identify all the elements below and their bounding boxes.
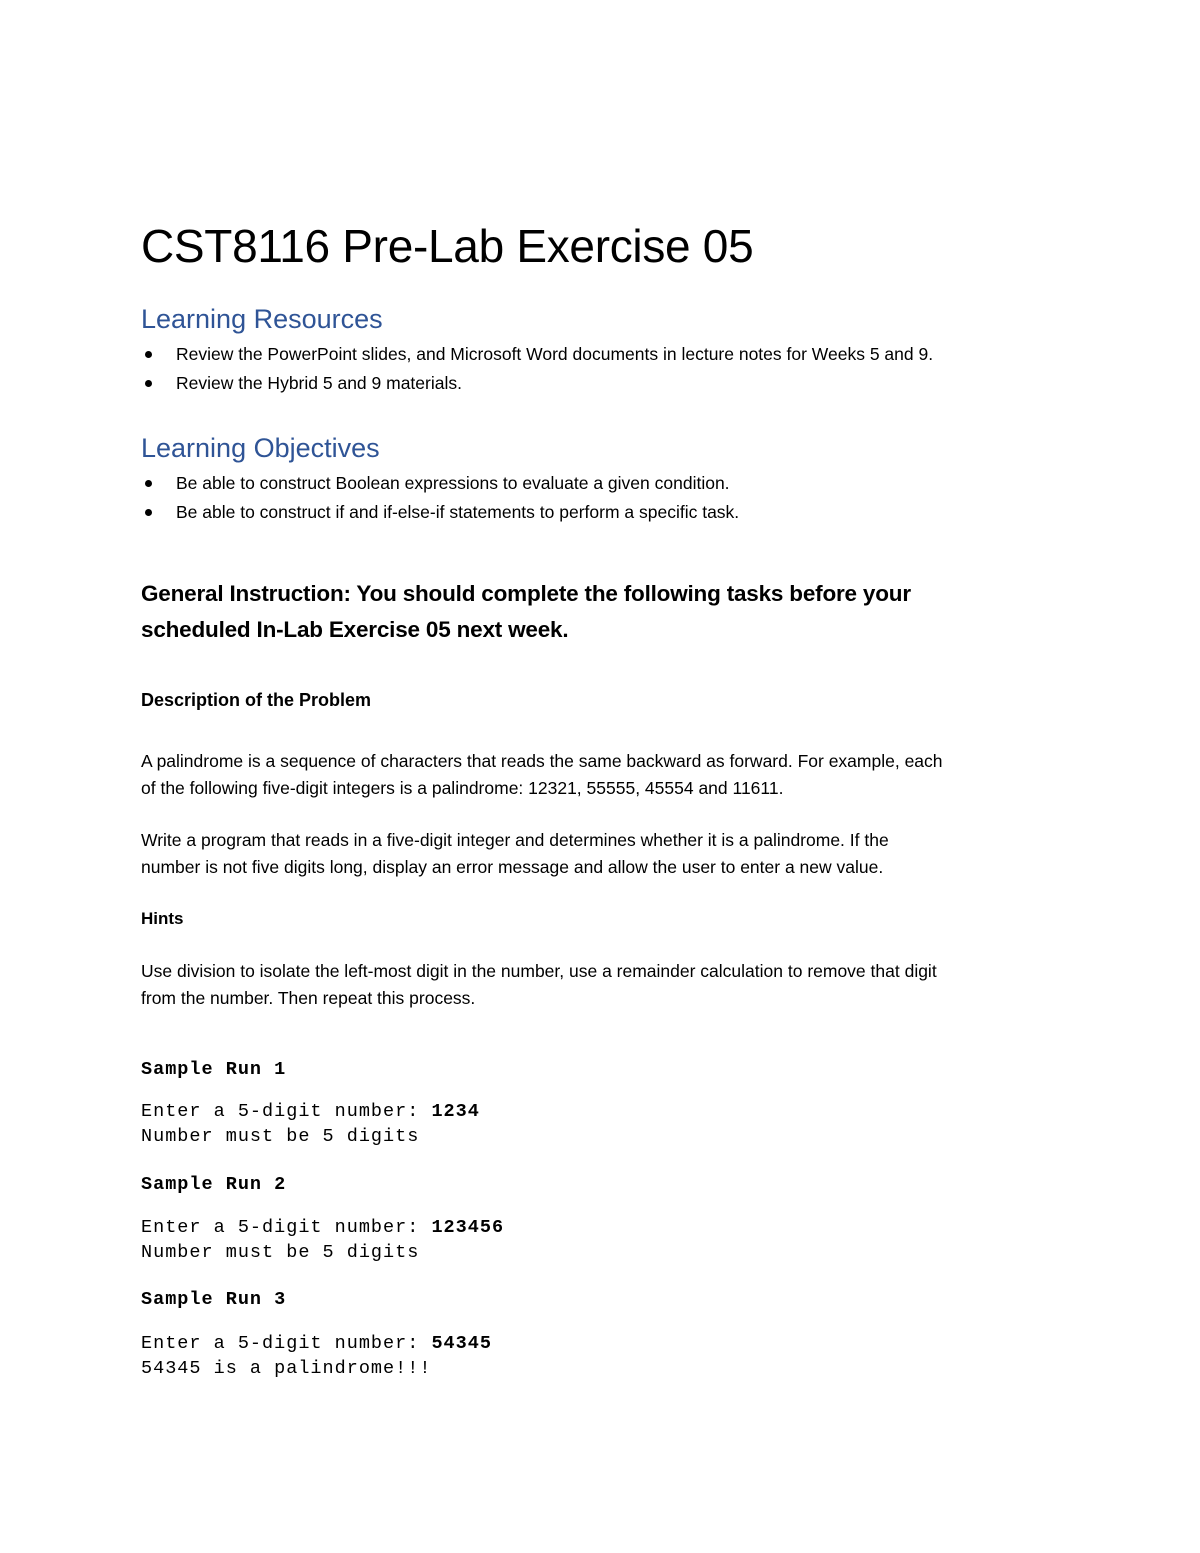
sample-run-heading: Sample Run 2 bbox=[141, 1174, 287, 1195]
list-item bbox=[141, 340, 933, 369]
paragraph-line: number is not five digits long, display an error message and allow the user to enter a new value. bbox=[141, 857, 884, 877]
paragraph-line: Use division to isolate the left-most digit in the number, use a remainder calculation to remove that digit bbox=[141, 961, 937, 981]
learning-resources-heading: Learning Resources bbox=[141, 304, 383, 334]
hints-paragraph bbox=[141, 958, 1071, 1012]
sample-run-prompt: Enter a 5-digit number: bbox=[141, 1101, 432, 1122]
paragraph-line: Write a program that reads in a five-digit integer and determines whether it is a palindrome. If the bbox=[141, 830, 889, 850]
document-title: CST8116 Pre-Lab Exercise 05 bbox=[141, 220, 754, 272]
learning-objectives-heading: Learning Objectives bbox=[141, 433, 380, 463]
learning-objectives-list bbox=[141, 469, 739, 527]
description-paragraph-2 bbox=[141, 827, 1071, 881]
document-page bbox=[141, 0, 1071, 1553]
description-paragraph-1 bbox=[141, 748, 1071, 802]
sample-run-output bbox=[141, 1215, 504, 1265]
list-item-text: Review the PowerPoint slides, and Microsoft Word documents in lecture notes for Weeks 5 and 9. bbox=[176, 344, 934, 364]
sample-run-input: 123456 bbox=[431, 1217, 505, 1238]
general-instruction-line: General Instruction: You should complete the following tasks before your bbox=[141, 581, 911, 606]
sample-run-result: 54345 is a palindrome!!! bbox=[141, 1358, 432, 1379]
list-item-text: Review the Hybrid 5 and 9 materials. bbox=[176, 373, 462, 393]
general-instruction-line: scheduled In-Lab Exercise 05 next week. bbox=[141, 617, 569, 642]
list-item-text: Be able to construct Boolean expressions to evaluate a given condition. bbox=[176, 473, 730, 493]
sample-run-prompt: Enter a 5-digit number: bbox=[141, 1333, 432, 1354]
sample-run-prompt: Enter a 5-digit number: bbox=[141, 1217, 432, 1238]
list-item-text: Be able to construct if and if-else-if statements to perform a specific task. bbox=[176, 502, 740, 522]
list-item bbox=[141, 469, 739, 498]
paragraph-line: of the following five-digit integers is a palindrome: 12321, 55555, 45554 and 11611. bbox=[141, 778, 784, 798]
list-item bbox=[141, 498, 739, 527]
bullet-icon bbox=[145, 380, 152, 387]
general-instruction bbox=[141, 576, 1021, 648]
hints-heading: Hints bbox=[141, 909, 184, 928]
sample-run-output bbox=[141, 1099, 480, 1149]
sample-run-input: 1234 bbox=[431, 1101, 480, 1122]
list-item bbox=[141, 369, 933, 398]
bullet-icon bbox=[145, 351, 152, 358]
sample-run-input: 54345 bbox=[431, 1333, 492, 1354]
learning-resources-list bbox=[141, 340, 933, 398]
bullet-icon bbox=[145, 509, 152, 516]
sample-run-result: Number must be 5 digits bbox=[141, 1126, 420, 1147]
description-heading: Description of the Problem bbox=[141, 690, 372, 710]
sample-run-output bbox=[141, 1331, 492, 1381]
sample-run-heading: Sample Run 1 bbox=[141, 1059, 287, 1080]
sample-run-result: Number must be 5 digits bbox=[141, 1242, 420, 1263]
bullet-icon bbox=[145, 480, 152, 487]
paragraph-line: from the number. Then repeat this process. bbox=[141, 988, 476, 1008]
paragraph-line: A palindrome is a sequence of characters that reads the same backward as forward. For example, each bbox=[141, 751, 943, 771]
sample-run-heading: Sample Run 3 bbox=[141, 1289, 287, 1310]
